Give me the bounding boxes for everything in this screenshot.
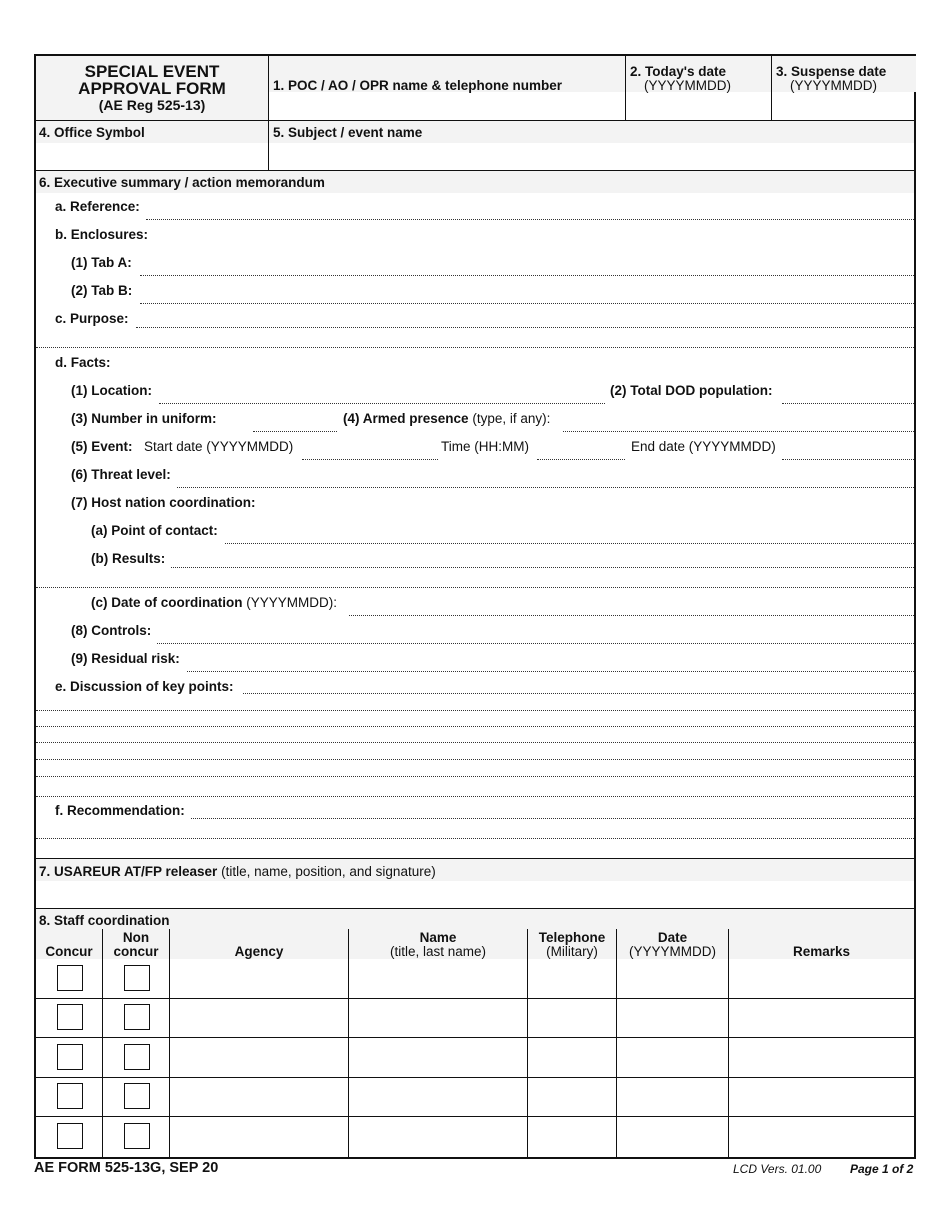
form-title-line2: APPROVAL FORM: [78, 79, 226, 98]
remarks-cell[interactable]: [729, 999, 914, 1037]
todays-date-format: (YYYYMMDD): [644, 78, 731, 93]
number-uniform-field[interactable]: [253, 431, 337, 432]
time-label: Time (HH:MM): [441, 439, 529, 454]
releaser-note: (title, name, position, and signature): [221, 864, 436, 879]
end-date-field[interactable]: [782, 459, 914, 460]
armed-presence-text: (4) Armed presence: [343, 411, 469, 426]
tab-b-label: (2) Tab B:: [71, 283, 133, 298]
suspense-date-format: (YYYYMMDD): [790, 78, 877, 93]
col-non-concur-line1: Non: [122, 930, 150, 945]
tab-a-label: (1) Tab A:: [71, 255, 132, 270]
releaser-text: 7. USAREUR AT/FP releaser: [39, 864, 218, 879]
date-coordination-field[interactable]: [349, 615, 914, 616]
suspense-date-label: 3. Suspense date: [776, 64, 887, 79]
date-cell[interactable]: [617, 1117, 728, 1157]
results-field[interactable]: [171, 567, 914, 568]
date-cell[interactable]: [617, 1078, 728, 1116]
tab-a-field[interactable]: [140, 275, 914, 276]
agency-cell[interactable]: [170, 999, 348, 1037]
purpose-field[interactable]: [136, 327, 914, 328]
subject-input[interactable]: [269, 143, 914, 170]
poc-label: 1. POC / AO / OPR name & telephone number: [273, 78, 563, 93]
location-label: (1) Location:: [71, 383, 152, 398]
purpose-label: c. Purpose:: [55, 311, 129, 326]
telephone-cell[interactable]: [528, 1117, 616, 1157]
remarks-cell[interactable]: [729, 1078, 914, 1116]
page-number: Page 1 of 2: [850, 1162, 914, 1176]
concur-checkbox[interactable]: [57, 1044, 83, 1070]
name-cell[interactable]: [349, 1078, 527, 1116]
col-date: [617, 931, 728, 959]
telephone-cell[interactable]: [528, 959, 616, 998]
office-symbol-label: 4. Office Symbol: [39, 125, 145, 140]
discussion-field-line2[interactable]: [36, 710, 914, 711]
remarks-cell[interactable]: [729, 1117, 914, 1157]
releaser-input[interactable]: [36, 881, 914, 908]
col-non-concur-line2: concur: [113, 944, 159, 959]
telephone-cell[interactable]: [528, 1078, 616, 1116]
results-field-line2[interactable]: [36, 587, 914, 588]
col-date-line1: Date: [657, 930, 688, 945]
end-date-label: End date (YYYYMMDD): [631, 439, 776, 454]
discussion-field-line7[interactable]: [36, 796, 914, 797]
col-agency: Agency: [234, 944, 284, 959]
non-concur-checkbox[interactable]: [124, 1004, 150, 1030]
controls-label: (8) Controls:: [71, 623, 152, 638]
facts-label: d. Facts:: [55, 355, 111, 370]
concur-checkbox[interactable]: [57, 1123, 83, 1149]
agency-cell[interactable]: [170, 1038, 348, 1077]
armed-presence-label: [343, 411, 550, 427]
agency-cell[interactable]: [170, 959, 348, 998]
special-event-approval-form: [34, 54, 916, 1159]
col-telephone-line1: Telephone: [538, 930, 606, 945]
col-name-line2: (title, last name): [389, 944, 487, 959]
residual-risk-field[interactable]: [187, 671, 914, 672]
subject-label: 5. Subject / event name: [273, 125, 423, 140]
residual-risk-label: (9) Residual risk:: [71, 651, 180, 666]
date-cell[interactable]: [617, 1038, 728, 1077]
agency-cell[interactable]: [170, 1078, 348, 1116]
remarks-cell[interactable]: [729, 1038, 914, 1077]
recommendation-field[interactable]: [191, 818, 914, 819]
office-symbol-input[interactable]: [36, 143, 268, 170]
non-concur-checkbox[interactable]: [124, 1044, 150, 1070]
todays-date-input[interactable]: [626, 92, 771, 120]
releaser-label: [39, 864, 436, 880]
host-nation-label: (7) Host nation coordination:: [71, 495, 256, 510]
staff-coordination-heading: 8. Staff coordination: [39, 913, 170, 928]
discussion-field-line4[interactable]: [36, 742, 914, 743]
form-title: [36, 63, 268, 114]
telephone-cell[interactable]: [528, 1038, 616, 1077]
concur-checkbox[interactable]: [57, 1083, 83, 1109]
date-coordination-text: (c) Date of coordination: [91, 595, 243, 610]
threat-level-field[interactable]: [177, 487, 914, 488]
tab-b-field[interactable]: [140, 303, 914, 304]
recommendation-label: f. Recommendation:: [55, 803, 185, 818]
armed-presence-field[interactable]: [563, 431, 914, 432]
discussion-field-line6[interactable]: [36, 776, 914, 777]
col-concur: Concur: [45, 944, 93, 959]
non-concur-checkbox[interactable]: [124, 1083, 150, 1109]
reference-label: a. Reference:: [55, 199, 140, 214]
concur-checkbox[interactable]: [57, 1004, 83, 1030]
poc-input[interactable]: [269, 92, 625, 120]
name-cell[interactable]: [349, 999, 527, 1037]
point-of-contact-label: (a) Point of contact:: [91, 523, 218, 538]
location-field[interactable]: [159, 403, 605, 404]
point-of-contact-field[interactable]: [225, 543, 914, 544]
col-telephone-line2: (Military): [546, 944, 598, 959]
non-concur-checkbox[interactable]: [124, 965, 150, 991]
discussion-label: e. Discussion of key points:: [55, 679, 234, 694]
name-cell[interactable]: [349, 1038, 527, 1077]
todays-date-label: 2. Today's date: [630, 64, 726, 79]
col-name: [349, 931, 527, 959]
dod-population-label: (2) Total DOD population:: [610, 383, 773, 398]
col-remarks: Remarks: [792, 944, 851, 959]
remarks-cell[interactable]: [729, 959, 914, 998]
date-cell[interactable]: [617, 959, 728, 998]
threat-level-label: (6) Threat level:: [71, 467, 171, 482]
agency-cell[interactable]: [170, 1117, 348, 1157]
reference-field[interactable]: [146, 219, 914, 220]
dod-population-field[interactable]: [782, 403, 914, 404]
form-id: AE FORM 525-13G, SEP 20: [34, 1160, 219, 1176]
col-telephone: [528, 931, 616, 959]
discussion-field-line3[interactable]: [36, 726, 914, 727]
date-coordination-label: [91, 595, 337, 611]
results-label: (b) Results:: [91, 551, 166, 566]
date-cell[interactable]: [617, 999, 728, 1037]
start-date-field[interactable]: [302, 459, 438, 460]
discussion-field-line5[interactable]: [36, 759, 914, 760]
controls-field[interactable]: [157, 643, 914, 644]
col-date-line2: (YYYYMMDD): [629, 944, 716, 959]
col-name-line1: Name: [419, 930, 457, 945]
enclosures-label: b. Enclosures:: [55, 227, 149, 242]
name-cell[interactable]: [349, 959, 527, 998]
start-date-label: Start date (YYYYMMDD): [144, 439, 294, 454]
col-non-concur: [103, 931, 169, 959]
telephone-cell[interactable]: [528, 999, 616, 1037]
event-label: (5) Event:: [71, 439, 133, 454]
concur-checkbox[interactable]: [57, 965, 83, 991]
section6-heading: 6. Executive summary / action memorandum: [39, 175, 325, 190]
recommendation-field-line2[interactable]: [36, 838, 914, 839]
number-uniform-label: (3) Number in uniform:: [71, 411, 217, 426]
purpose-field-line2[interactable]: [36, 347, 914, 348]
date-coordination-format: (YYYYMMDD):: [246, 595, 338, 610]
suspense-date-input[interactable]: [772, 92, 916, 120]
name-cell[interactable]: [349, 1117, 527, 1157]
form-version: LCD Vers. 01.00: [733, 1162, 822, 1176]
discussion-field[interactable]: [243, 693, 914, 694]
time-field[interactable]: [537, 459, 625, 460]
form-title-line1: SPECIAL EVENT: [84, 62, 220, 81]
form-title-regulation: (AE Reg 525-13): [98, 97, 206, 113]
non-concur-checkbox[interactable]: [124, 1123, 150, 1149]
armed-presence-note: (type, if any):: [472, 411, 551, 426]
